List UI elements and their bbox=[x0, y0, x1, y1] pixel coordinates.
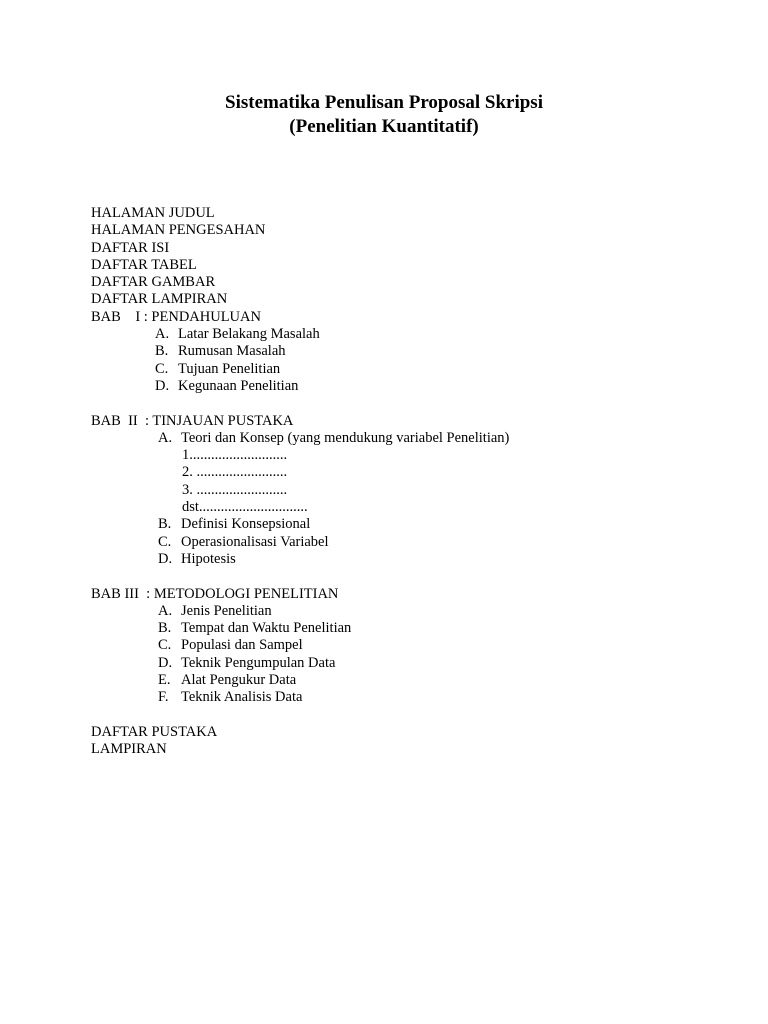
front-matter-item: HALAMAN JUDUL bbox=[91, 205, 215, 221]
front-matter-item: DAFTAR LAMPIRAN bbox=[91, 291, 228, 308]
chapter-heading: BAB I : PENDAHULUAN bbox=[91, 308, 261, 325]
item-label: A. bbox=[158, 429, 173, 446]
outline-item bbox=[91, 637, 509, 654]
front-matter-item: DAFTAR TABEL bbox=[91, 256, 197, 273]
back-matter-item: LAMPIRAN bbox=[91, 741, 167, 758]
outline-item bbox=[91, 603, 509, 620]
outline-subitem: dst.............................. bbox=[182, 499, 308, 516]
chapter-heading: BAB III : METODOLOGI PENELITIAN bbox=[91, 585, 339, 602]
item-text: Tujuan Penelitian bbox=[178, 360, 281, 377]
item-text: Hipotesis bbox=[181, 550, 236, 567]
outline-item bbox=[91, 551, 509, 568]
front-matter-item: DAFTAR ISI bbox=[91, 239, 170, 256]
spacer bbox=[91, 568, 509, 585]
item-label: C. bbox=[158, 533, 172, 550]
item-text: Teknik Pengumpulan Data bbox=[181, 654, 336, 671]
item-text: Teknik Analisis Data bbox=[181, 689, 303, 706]
item-text: Rumusan Masalah bbox=[178, 343, 286, 360]
outline-subitem: 1........................... bbox=[182, 447, 288, 464]
item-label: B. bbox=[158, 516, 172, 533]
item-label: D. bbox=[155, 377, 170, 394]
outline-item bbox=[91, 672, 509, 689]
item-label: B. bbox=[158, 620, 172, 637]
item-label: B. bbox=[155, 343, 169, 360]
item-text: Latar Belakang Masalah bbox=[178, 326, 320, 343]
item-text: Teori dan Konsep (yang mendukung variabel Penelitian) bbox=[181, 429, 510, 446]
item-text: Operasionalisasi Variabel bbox=[181, 533, 329, 550]
outline-item bbox=[91, 534, 509, 551]
outline-item bbox=[91, 516, 509, 533]
spacer bbox=[91, 707, 509, 724]
item-label: A. bbox=[155, 326, 170, 343]
item-text: Jenis Penelitian bbox=[181, 602, 272, 619]
front-matter-item: HALAMAN PENGESAHAN bbox=[91, 222, 266, 239]
outline-item bbox=[91, 343, 509, 360]
outline-item bbox=[91, 361, 509, 378]
item-label: E. bbox=[158, 672, 171, 689]
item-text: Definisi Konsepsional bbox=[181, 516, 311, 533]
back-matter-item: DAFTAR PUSTAKA bbox=[91, 723, 218, 740]
item-text: Tempat dan Waktu Penelitian bbox=[181, 620, 352, 637]
outline-item bbox=[91, 378, 509, 395]
item-label: F. bbox=[158, 689, 169, 706]
item-label: C. bbox=[158, 637, 172, 654]
outline-item bbox=[91, 689, 509, 706]
outline bbox=[91, 205, 509, 759]
item-label: D. bbox=[158, 654, 173, 671]
outline-item bbox=[91, 655, 509, 672]
document-subtitle: (Penelitian Kuantitatif) bbox=[289, 116, 479, 137]
spacer bbox=[91, 395, 509, 412]
document-title: Sistematika Penulisan Proposal Skripsi bbox=[225, 92, 543, 113]
item-text: Alat Pengukur Data bbox=[181, 672, 297, 689]
outline-item bbox=[91, 430, 509, 447]
chapter-heading: BAB II : TINJAUAN PUSTAKA bbox=[91, 412, 294, 429]
item-label: C. bbox=[155, 360, 169, 377]
item-text: Populasi dan Sampel bbox=[181, 637, 303, 654]
outline-subitem: 3. ......................... bbox=[182, 481, 288, 498]
outline-item bbox=[91, 326, 509, 343]
item-label: A. bbox=[158, 602, 173, 619]
outline-item bbox=[91, 620, 509, 637]
item-text: Kegunaan Penelitian bbox=[178, 377, 299, 394]
front-matter-item: DAFTAR GAMBAR bbox=[91, 274, 216, 291]
outline-subitem: 2. ......................... bbox=[182, 464, 288, 481]
item-label: D. bbox=[158, 550, 173, 567]
